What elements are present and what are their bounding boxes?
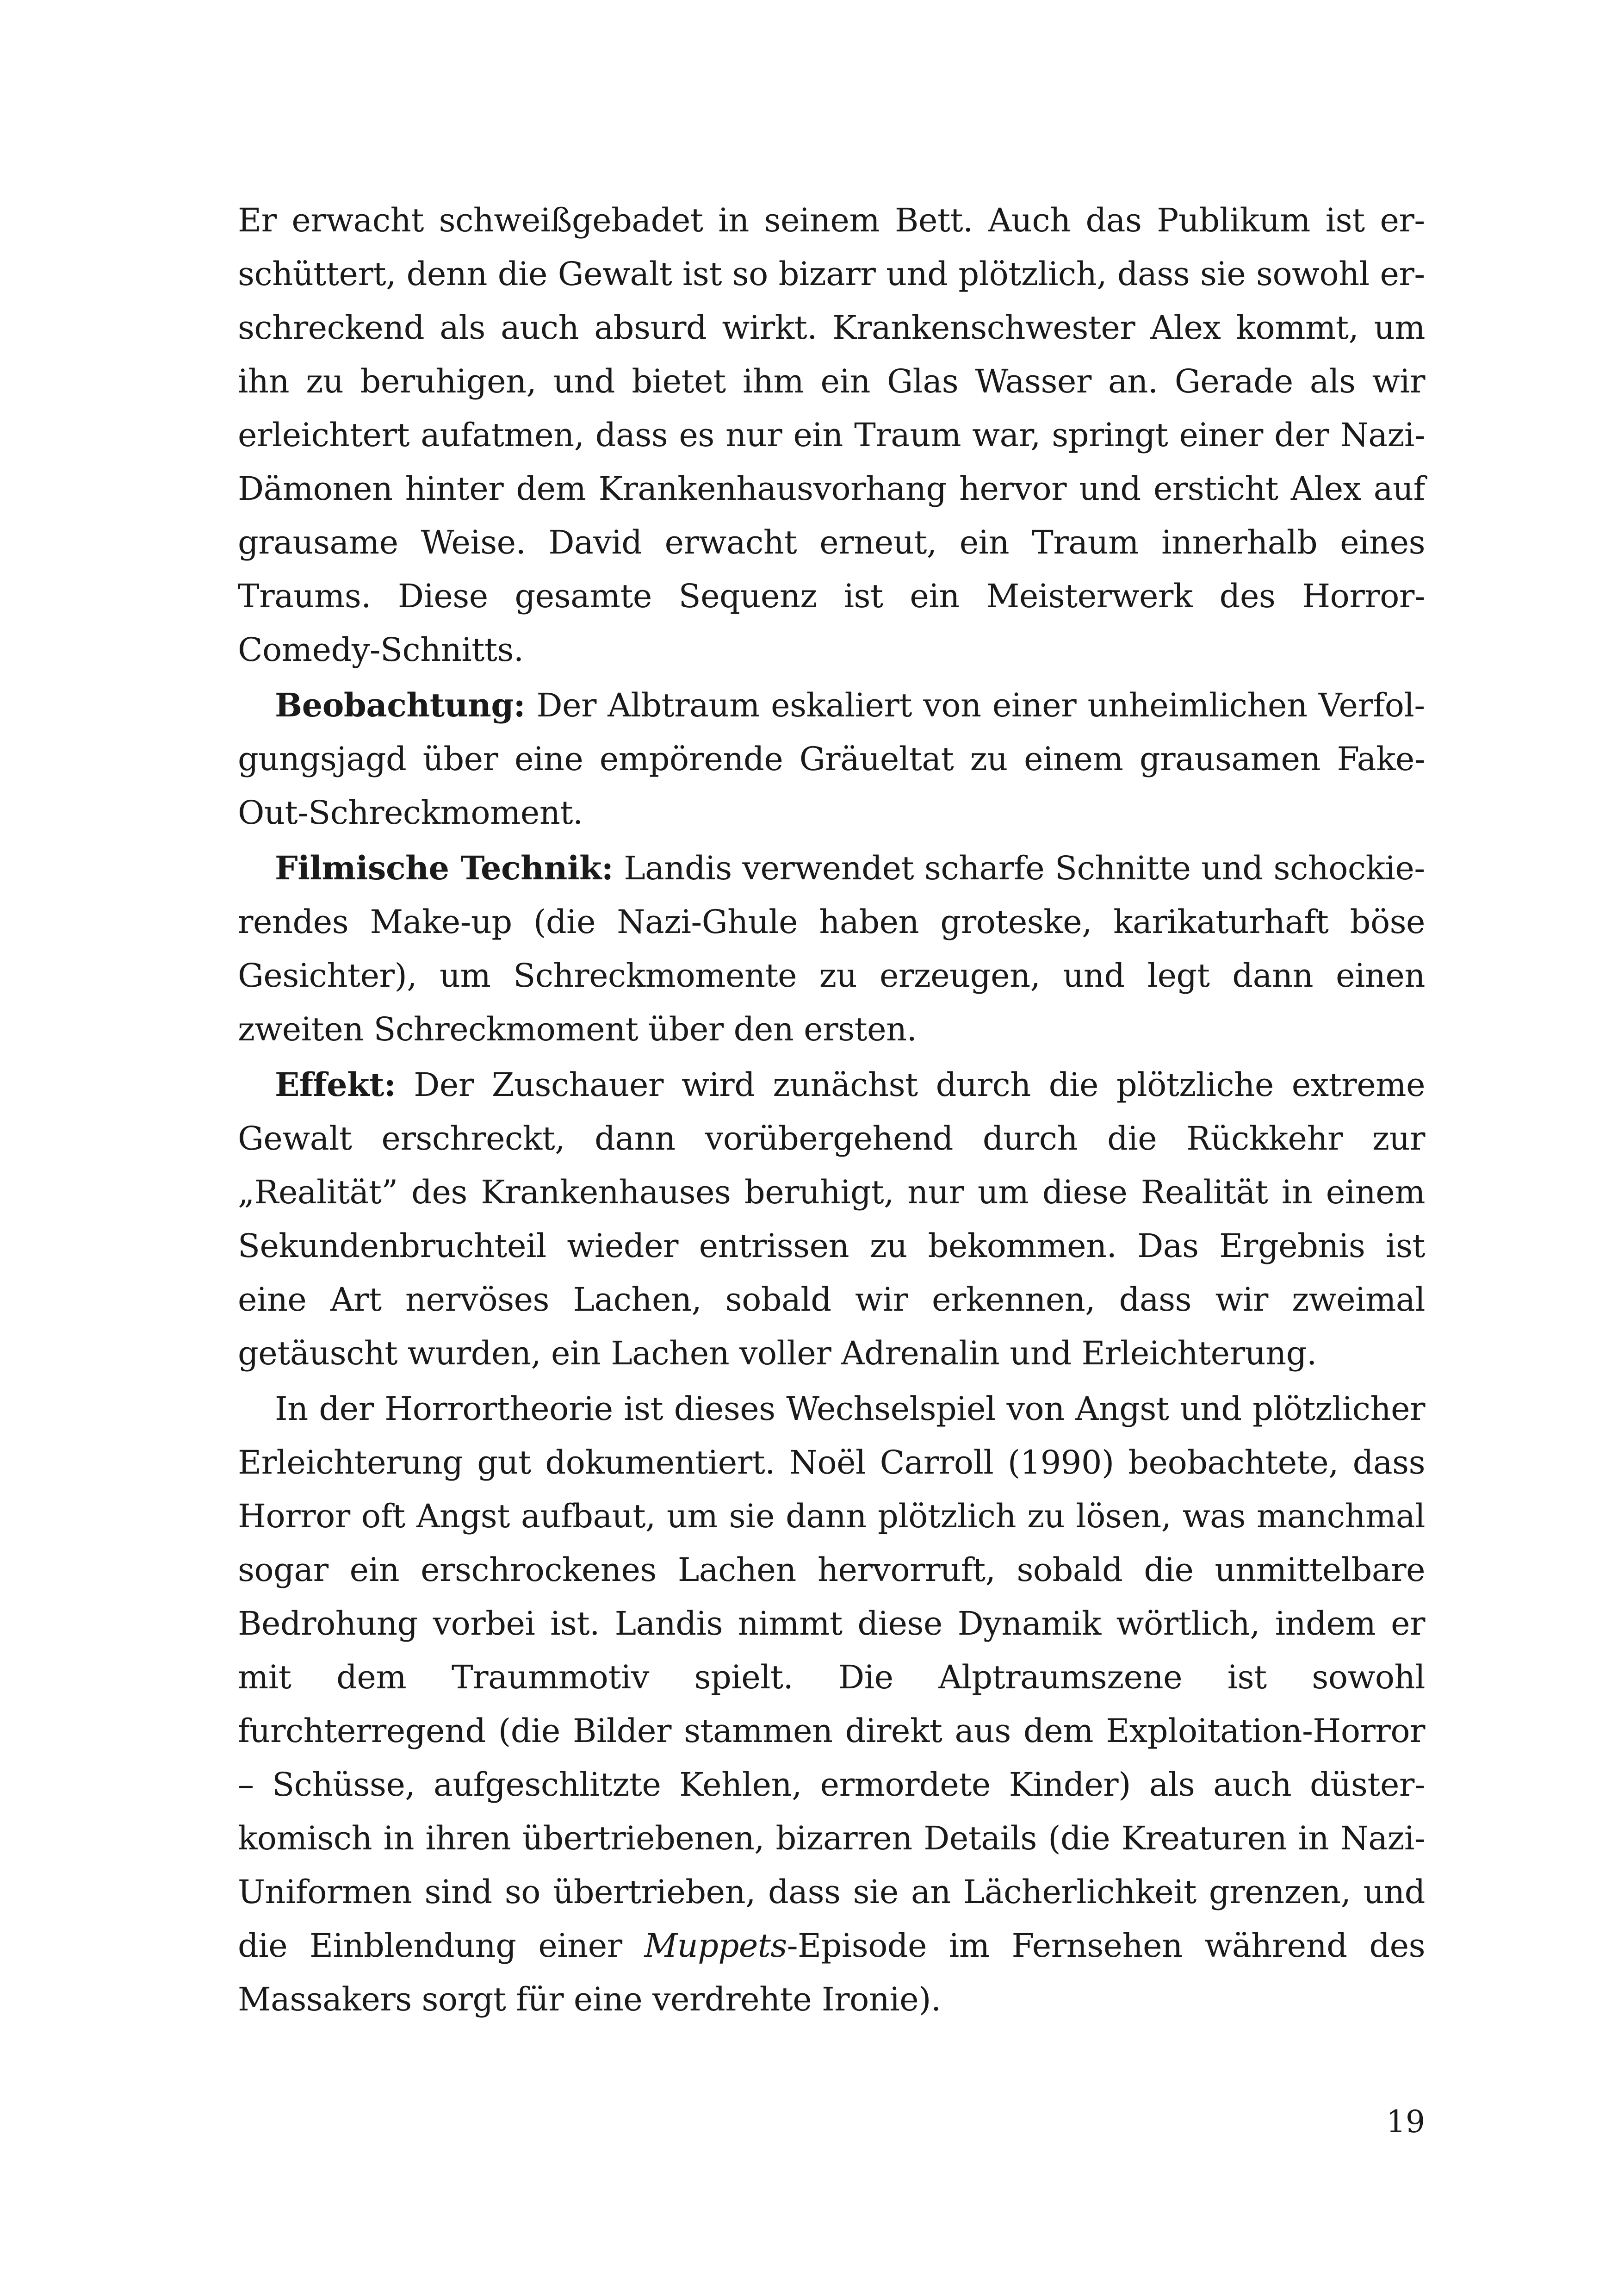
page-number: 19 (1386, 2104, 1425, 2140)
paragraph-1-text: Er erwacht schweißgebadet in seinem Bett. Auch das Publikum ist erschüttert, denn die Gewalt ist so bizarr und plötzlich, dass sie sowohl erschreckend als auch absurd wirkt. Krankenschwester Alex kommt, um ihn zu beruhigen, und bietet ihm ein Glas Wasser an. Gerade als wir erleichtert aufatmen, dass es nur ein Traum war, springt einer der Nazi-Dämonen hinter dem Krankenhausvorhang hervor und ersticht Alex auf grausame Weise. David erwacht erneut, ein Traum innerhalb eines Traums. Diese gesamte Sequenz ist ein Meisterwerk des Horror-Comedy-Schnitts. (238, 201, 1425, 669)
paragraph-effect (238, 1058, 1425, 1380)
observation-text: Der Albtraum eskaliert von einer unheimlichen Verfolgungsjagd über eine empörende Gräueltat zu einem grausamen Fake-Out-Schreckmoment. (238, 686, 1425, 832)
paragraph-observation (238, 678, 1425, 840)
effect-text: Der Zuschauer wird zunächst durch die plötzliche extreme Gewalt erschreckt, dann vorübergehend durch die Rückkehr zur „Realität” des Krankenhauses beruhigt, nur um diese Realität in einem Sekundenbruchteil wieder entrissen zu bekommen. Das Ergebnis ist eine Art nervöses Lachen, sobald wir erkennen, dass wir zweimal getäuscht wurden, ein Lachen voller Adrenalin und Erleichterung. (238, 1066, 1425, 1372)
muppets-italic: Muppets (644, 1927, 787, 1965)
horror-theory-text-before: In der Horrortheorie ist dieses Wechselspiel von Angst und plötzlicher Erleichterung gut dokumentiert. Noël Carroll (1990) beobachtete, dass Horror oft Angst aufbaut, um sie dann plötzlich zu lösen, was manchmal sogar ein erschrockenes Lachen hervorruft, sobald die unmittelbare Bedrohung vorbei ist. Landis nimmt diese Dynamik wörtlich, indem er mit dem Traummotiv spielt. Die Alptraumszene ist sowohl furchterregend (die Bilder stammen direkt aus dem Exploitation-Horror – Schüsse, aufgeschlitzte Kehlen, ermordete Kinder) als auch düster-komisch in ihren übertriebenen, bizarren Details (die Kreaturen in Nazi-Uniformen sind so übertrieben, dass sie an Lächerlichkeit grenzen, und die Einblendung einer (238, 1390, 1425, 1965)
film-technique-lead: Filmische Technik: (275, 849, 614, 887)
film-technique-text: Landis verwendet scharfe Schnitte und schockierendes Make-up (die Nazi-Ghule haben groteske, karikaturhaft böse Gesichter), um Schreckmomente zu erzeugen, und legt dann einen zweiten Schreckmoment über den ersten. (238, 849, 1425, 1048)
horror-theory-text-after: -Episode im Fernsehen während des Massakers sorgt für eine verdrehte Ironie). (238, 1927, 1425, 2018)
paragraph-1 (238, 193, 1425, 677)
body-text (238, 193, 1425, 2028)
observation-lead: Beobachtung: (275, 686, 526, 724)
effect-lead: Effekt: (275, 1065, 396, 1104)
paragraph-film-technique (238, 841, 1425, 1056)
paragraph-horror-theory (238, 1382, 1425, 2026)
